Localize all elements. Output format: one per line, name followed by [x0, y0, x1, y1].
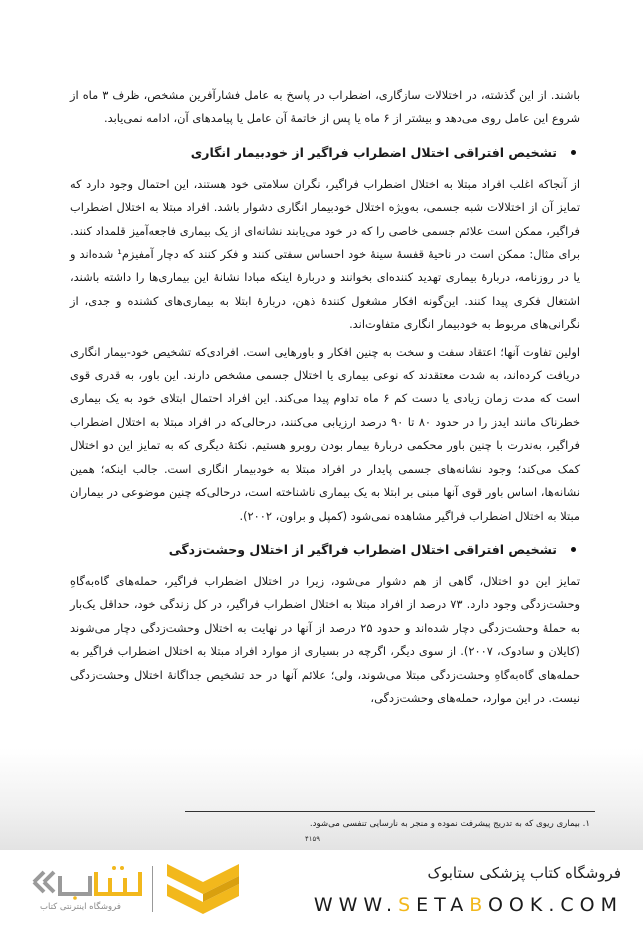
logo-tagline: فروشگاه اینترنتی کتاب	[40, 902, 121, 912]
bullet-icon	[571, 150, 576, 155]
url-part: ETA	[416, 894, 470, 916]
section-heading-hypochondriasis	[70, 141, 580, 165]
url-part: WWW.	[313, 894, 399, 916]
bullet-icon	[571, 547, 576, 552]
footnote-divider	[185, 811, 595, 812]
url-part: OOK.COM	[487, 894, 623, 916]
setabook-wordmark-icon	[30, 864, 145, 900]
section-heading-panic-disorder	[70, 538, 580, 562]
setabook-chevron-logo-icon	[163, 860, 243, 920]
section-heading-text: تشخیص افتراقی اختلال اضطراب فراگیر از اختلال وحشت‌زدگی	[168, 542, 557, 558]
store-url[interactable]	[314, 894, 623, 916]
url-part-highlight: B	[469, 894, 488, 916]
intro-paragraph: باشند. از این گذشته، در اختلالات سازگاری، اضطراب در پاسخ به عامل فشارآفرین مشخص، ظرف ۳ ماه از شروع این عامل روی می‌دهد و بیشتر از ۶ ماه یا پس از خاتمهٔ آن عامل یا پیامدهای آن، ادامه نمی‌یابد.	[70, 88, 581, 126]
setabook-banner[interactable]	[0, 852, 643, 926]
paragraph: از آنجاکه اغلب افراد مبتلا به اختلال اضطراب فراگیر، نگران سلامتی خود هستند، این احتمال وجود دارد که تمایز آن از اختلالات شبه جسمی، به‌ویژه اختلال خودبیمار انگاری دشوار باشد. افراد مبتلا به اختلال اضطراب فراگیر، ممکن است علائم جسمی خاصی را که در خود می‌یابند نشانه‌ای از یک بیماری فاجعه‌آمیز قلمداد کنند. برای مثال: ممکن است در ناحیهٔ قفسهٔ سینهٔ خود احساس سفتی کنند و فکر کنند که دچار آمفیزم¹ شده‌اند و یا در روزنامه، دربارهٔ بیماری تهدید کننده‌ای بخوانند و دربارهٔ اینکه مبادا نشانهٔ این بیماری‌ها را داشته باشند، اشتغال فکری پیدا کنند. این‌گونه افکار مشغول کنندهٔ ذهن، دربارهٔ ابتلا به بیماری‌های کشنده و جدی، از نگرانی‌های مربوط به خودبیمار انگاری متفاوت‌اند.	[70, 176, 580, 332]
section-heading-text: تشخیص افتراقی اختلال اضطراب فراگیر از خودبیمار انگاری	[190, 145, 557, 161]
paragraph: تمایز این دو اختلال، گاهی از هم دشوار می‌شود، زیرا در اختلال اضطراب فراگیر، حمله‌های گاه‌به‌گاهِ وحشت‌زدگی وجود دارد. ۷۳ درصد از افراد مبتلا به اختلال اضطراب فراگیر، در کل زندگی خود، حداقل یک‌بار به حملهٔ وحشت‌زدگی دچار شده‌اند و حدود ۲۵ درصد از آنها در نهایت به اختلال وحشت‌زدگی دچار می‌شوند (کایلان و سادوک، ۲۰۰۷). از سوی دیگر، اگرچه در بسیاری از موارد افراد مبتلا به اختلال اضطراب فراگیر به حمله‌های گاه‌به‌گاهِ وحشت‌زدگی مبتلا می‌شوند، ولی؛ علائم آنها در حد تشخیص جداگانهٔ اختلال وحشت‌زدگی نیست. در این موارد، حمله‌های وحشت‌زدگی،	[70, 573, 580, 705]
url-part-highlight: S	[398, 894, 417, 916]
paragraph: اولین تفاوت آنها؛ اعتقاد سفت و سخت به چنین افکار و باورهایی است. افرادی‌که تشخیص خود-بیمار انگاری دریافت کرده‌اند، به شدت معتقدند که نوعی بیماری یا اختلال جسمی مشخص دارند. این باور، به قدری قوی است که مدت زمان زیادی یا دست کم ۶ ماه تداوم پیدا می‌کند. این افراد احتمال ابتلای خود به یک بیماری خطرناک مانند ایدز را در حدود ۸۰ تا ۹۰ درصد ارزیابی می‌کنند، درحالی‌که در افراد مبتلا به اختلال اضطراب فراگیر، به‌ندرت با چنین باور محکمی دربارهٔ بیمار بودن روبرو هستیم. نکتهٔ دیگری که به تمایز این دو اختلال کمک می‌کند؛ وجود نشانه‌های جسمی پایدار در افراد مبتلا به خودبیمار انگاری است. جالب اینکه؛ همین نشانه‌ها، اساس باور قوی آنها مبنی بر ابتلا به یک بیماری ناشناخته است، درحالی‌که چنین موضوعی در بیماران مبتلا به اختلال اضطراب فراگیر مشاهده نمی‌شود (کمپل و براون، ۲۰۰۲).	[70, 344, 580, 523]
page-body	[70, 84, 580, 710]
store-title: فروشگاه کتاب پزشکی ستابوک	[427, 864, 621, 882]
logo-divider	[152, 866, 153, 912]
page-number: ۴۱۵۹	[305, 835, 321, 843]
footnote: ۱. بیماری ریوی که به تدریج پیشرفت نموده و منجر به نارسایی تنفسی می‌شود.	[309, 819, 590, 829]
